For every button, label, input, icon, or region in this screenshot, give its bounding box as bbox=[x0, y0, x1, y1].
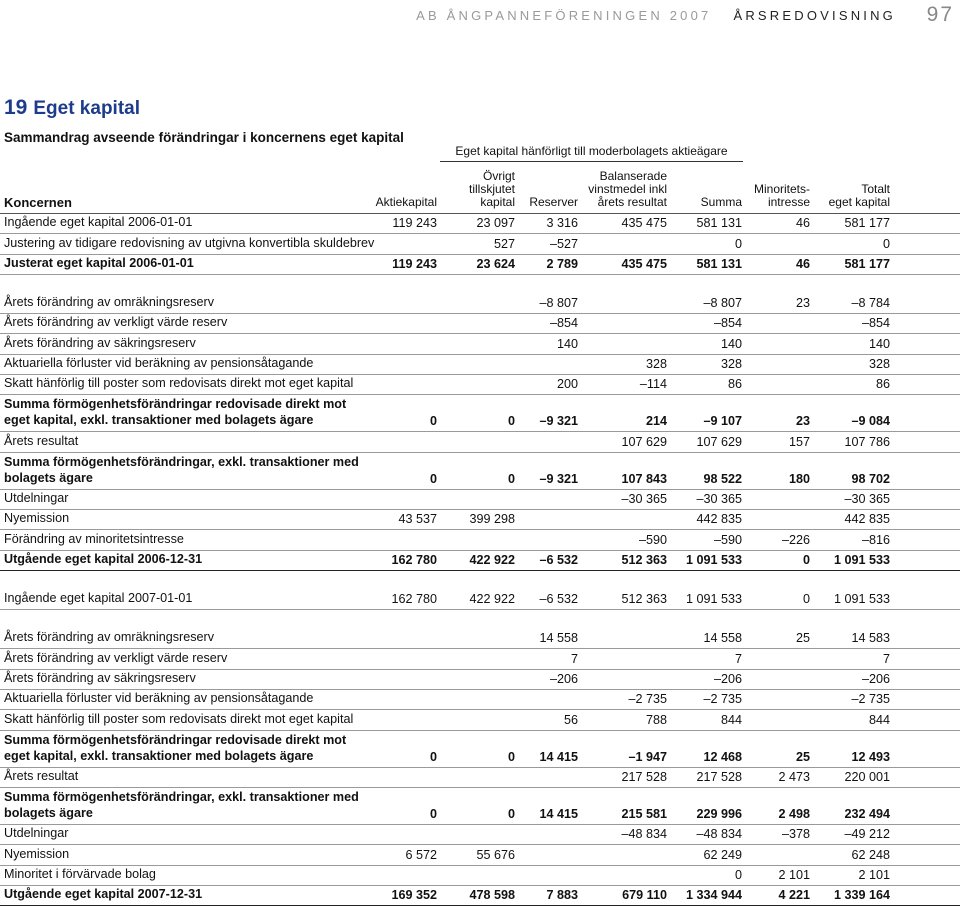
table-row bbox=[0, 294, 960, 314]
cell-summa: 1 334 944 bbox=[685, 888, 742, 903]
cell-reserver: –206 bbox=[549, 672, 578, 687]
cell-summa: –30 365 bbox=[696, 491, 742, 506]
cell-balanserade-vinstmedel: 512 363 bbox=[621, 552, 667, 567]
cell-aktiekapital: 162 780 bbox=[391, 552, 437, 567]
cell-reserver: 7 bbox=[570, 651, 578, 666]
row-label: Ingående eget kapital 2006-01-01 bbox=[4, 215, 193, 230]
cell-reserver: 140 bbox=[556, 336, 578, 351]
cell-summa: 0 bbox=[734, 867, 742, 882]
note-heading bbox=[4, 96, 140, 120]
row-label: Årets förändring av omräkningsreserv bbox=[4, 630, 214, 645]
cell-totalt-eget-kapital: 0 bbox=[882, 236, 890, 251]
note-number: 19 bbox=[4, 96, 28, 119]
cell-reserver: –9 321 bbox=[539, 414, 578, 429]
cell-totalt-eget-kapital: –2 735 bbox=[851, 692, 890, 707]
cell-totalt-eget-kapital: 1 091 533 bbox=[833, 592, 890, 607]
row-label: Nyemission bbox=[4, 846, 70, 861]
cell-totalt-eget-kapital: –8 784 bbox=[851, 296, 890, 311]
table-row bbox=[0, 214, 960, 234]
table-row bbox=[0, 395, 960, 432]
cell-balanserade-vinstmedel: 435 475 bbox=[621, 256, 667, 271]
row-label: Årets förändring av säkringsreserv bbox=[4, 671, 196, 686]
cell-totalt-eget-kapital: –816 bbox=[861, 532, 890, 547]
cell-ovrigt-tillskjutet-kapital: 527 bbox=[493, 236, 515, 251]
cell-summa: 1 091 533 bbox=[685, 592, 742, 607]
page-number: 97 bbox=[926, 3, 954, 26]
row-label: Aktuariella förluster vid beräkning av pensionsåtagande bbox=[4, 356, 314, 371]
cell-minoritetsintresse: 25 bbox=[795, 631, 810, 646]
cell-totalt-eget-kapital: 107 786 bbox=[844, 434, 890, 449]
cell-summa: 98 522 bbox=[703, 471, 742, 486]
row-label: Summa förmögenhetsförändringar redovisade direkt mot eget kapital, exkl. transaktioner med bolagets ägare bbox=[4, 732, 347, 763]
cell-reserver: 56 bbox=[563, 712, 578, 727]
cell-summa: –48 834 bbox=[696, 827, 742, 842]
cell-balanserade-vinstmedel: 328 bbox=[645, 357, 667, 372]
cell-reserver: 2 789 bbox=[546, 256, 578, 271]
header-reserver: Reserver bbox=[529, 195, 578, 209]
cell-aktiekapital: 119 243 bbox=[392, 256, 437, 271]
cell-totalt-eget-kapital: 1 339 164 bbox=[833, 888, 890, 903]
cell-ovrigt-tillskjutet-kapital: 55 676 bbox=[476, 847, 515, 862]
row-label: Ingående eget kapital 2007-01-01 bbox=[4, 591, 193, 606]
header-ovrigt-tillskjutet-kapital: Övrigt tillskjutet kapital bbox=[468, 169, 515, 209]
row-label: Årets förändring av omräkningsreserv bbox=[4, 295, 214, 310]
row-label: Årets förändring av verkligt värde reserv bbox=[4, 650, 228, 665]
row-label: Utdelningar bbox=[4, 826, 69, 841]
row-label: Summa förmögenhetsförändringar, exkl. transaktioner med bolagets ägare bbox=[4, 789, 359, 820]
cell-summa: 12 468 bbox=[703, 749, 742, 764]
cell-minoritetsintresse: 180 bbox=[788, 471, 810, 486]
cell-aktiekapital: 162 780 bbox=[391, 592, 437, 607]
cell-totalt-eget-kapital: 581 177 bbox=[844, 256, 890, 271]
cell-balanserade-vinstmedel: 215 581 bbox=[621, 806, 667, 821]
cell-aktiekapital: 0 bbox=[429, 414, 437, 429]
cell-summa: –854 bbox=[713, 316, 742, 331]
cell-reserver: –527 bbox=[549, 236, 578, 251]
cell-aktiekapital: 6 572 bbox=[405, 847, 437, 862]
row-label: Minoritet i förvärvade bolag bbox=[4, 866, 156, 881]
cell-aktiekapital: 119 243 bbox=[392, 216, 437, 231]
cell-summa: 86 bbox=[727, 377, 742, 392]
cell-reserver: –8 807 bbox=[539, 296, 578, 311]
cell-summa: 62 249 bbox=[703, 847, 742, 862]
cell-totalt-eget-kapital: –854 bbox=[861, 316, 890, 331]
cell-totalt-eget-kapital: 86 bbox=[875, 377, 890, 392]
cell-totalt-eget-kapital: 1 091 533 bbox=[833, 552, 890, 567]
cell-balanserade-vinstmedel: 217 528 bbox=[621, 769, 667, 784]
table-row bbox=[0, 334, 960, 354]
table-row bbox=[0, 629, 960, 649]
cell-minoritetsintresse: 23 bbox=[795, 414, 810, 429]
cell-totalt-eget-kapital: 98 702 bbox=[851, 471, 890, 486]
cell-minoritetsintresse: 2 473 bbox=[778, 769, 810, 784]
table-row bbox=[0, 768, 960, 788]
cell-summa: 140 bbox=[720, 336, 742, 351]
cell-minoritetsintresse: 0 bbox=[802, 592, 810, 607]
table-body bbox=[0, 214, 960, 906]
cell-summa: –2 735 bbox=[703, 692, 742, 707]
table-row bbox=[0, 432, 960, 452]
cell-totalt-eget-kapital: –49 212 bbox=[844, 827, 890, 842]
cell-minoritetsintresse: 157 bbox=[788, 434, 810, 449]
cell-ovrigt-tillskjutet-kapital: 399 298 bbox=[469, 512, 515, 527]
note-title: Eget kapital bbox=[33, 98, 141, 119]
cell-balanserade-vinstmedel: –114 bbox=[639, 377, 667, 392]
cell-summa: 328 bbox=[720, 357, 742, 372]
cell-summa: –8 807 bbox=[703, 296, 742, 311]
cell-ovrigt-tillskjutet-kapital: 0 bbox=[507, 749, 515, 764]
header-balanserade-vinstmedel: Balanserade vinstmedel inkl årets resultat bbox=[588, 169, 667, 209]
row-label: Årets resultat bbox=[4, 768, 79, 783]
row-label: Summa förmögenhetsförändringar, exkl. transaktioner med bolagets ägare bbox=[4, 454, 359, 485]
table-row bbox=[0, 530, 960, 550]
row-label: Utgående eget kapital 2006-12-31 bbox=[4, 551, 203, 566]
row-label: Nyemission bbox=[4, 511, 70, 526]
cell-reserver: 7 883 bbox=[546, 888, 578, 903]
cell-totalt-eget-kapital: 14 583 bbox=[851, 631, 890, 646]
cell-totalt-eget-kapital: 2 101 bbox=[858, 867, 890, 882]
cell-ovrigt-tillskjutet-kapital: 0 bbox=[507, 471, 515, 486]
cell-summa: 1 091 533 bbox=[685, 552, 742, 567]
table-row bbox=[0, 234, 960, 254]
row-label: Skatt hänförlig till poster som redovisats direkt mot eget kapital bbox=[4, 376, 354, 391]
cell-balanserade-vinstmedel: 107 843 bbox=[621, 471, 667, 486]
cell-balanserade-vinstmedel: 679 110 bbox=[622, 888, 667, 903]
table-row bbox=[0, 845, 960, 865]
table-row bbox=[0, 670, 960, 690]
running-header-text bbox=[416, 8, 896, 23]
cell-summa: 442 835 bbox=[696, 512, 742, 527]
cell-minoritetsintresse: –378 bbox=[781, 827, 810, 842]
table-row bbox=[0, 375, 960, 395]
running-header bbox=[0, 3, 960, 28]
table-row bbox=[0, 731, 960, 768]
table-row bbox=[0, 255, 960, 275]
cell-summa: –9 107 bbox=[703, 414, 742, 429]
cell-balanserade-vinstmedel: –48 834 bbox=[621, 827, 667, 842]
table-header-row bbox=[0, 166, 960, 214]
equity-changes-table bbox=[0, 166, 960, 906]
table-row bbox=[0, 355, 960, 375]
table-row bbox=[0, 649, 960, 669]
cell-balanserade-vinstmedel: 512 363 bbox=[621, 592, 667, 607]
cell-reserver: 14 415 bbox=[539, 749, 578, 764]
table-row bbox=[0, 788, 960, 825]
cell-balanserade-vinstmedel: 214 bbox=[645, 414, 667, 429]
cell-totalt-eget-kapital: –30 365 bbox=[844, 491, 890, 506]
row-label: Årets förändring av säkringsreserv bbox=[4, 335, 196, 350]
cell-aktiekapital: 0 bbox=[429, 806, 437, 821]
header-aktiekapital: Aktiekapital bbox=[375, 195, 437, 209]
cell-totalt-eget-kapital: 328 bbox=[868, 357, 890, 372]
cell-ovrigt-tillskjutet-kapital: 478 598 bbox=[469, 888, 515, 903]
table-row bbox=[0, 453, 960, 490]
table-spacer bbox=[0, 610, 960, 629]
cell-summa: 229 996 bbox=[696, 806, 742, 821]
table-row bbox=[0, 690, 960, 710]
cell-balanserade-vinstmedel: –30 365 bbox=[621, 491, 667, 506]
note-subtitle: Sammandrag avseende förändringar i koncernens eget kapital bbox=[4, 130, 404, 145]
table-row bbox=[0, 866, 960, 886]
cell-minoritetsintresse: 0 bbox=[802, 552, 810, 567]
cell-ovrigt-tillskjutet-kapital: 0 bbox=[507, 806, 515, 821]
table-row bbox=[0, 710, 960, 730]
table-spacer bbox=[0, 571, 960, 590]
table-row bbox=[0, 551, 960, 571]
cell-reserver: 14 558 bbox=[539, 631, 578, 646]
cell-balanserade-vinstmedel: –1 947 bbox=[628, 749, 667, 764]
cell-minoritetsintresse: 46 bbox=[795, 256, 810, 271]
cell-balanserade-vinstmedel: –2 735 bbox=[628, 692, 667, 707]
cell-ovrigt-tillskjutet-kapital: 422 922 bbox=[469, 552, 515, 567]
cell-reserver: –854 bbox=[549, 316, 578, 331]
table-row bbox=[0, 490, 960, 510]
header-summa: Summa bbox=[700, 195, 742, 209]
row-label: Summa förmögenhetsförändringar redovisade direkt mot eget kapital, exkl. transaktioner med bolagets ägare bbox=[4, 397, 347, 428]
table-row bbox=[0, 590, 960, 610]
table-row bbox=[0, 886, 960, 906]
cell-summa: –206 bbox=[713, 672, 742, 687]
cell-totalt-eget-kapital: 140 bbox=[868, 336, 890, 351]
column-group-header: Eget kapital hänförligt till moderbolagets aktieägare bbox=[455, 144, 728, 158]
cell-balanserade-vinstmedel: 435 475 bbox=[621, 216, 667, 231]
cell-totalt-eget-kapital: –9 084 bbox=[851, 414, 890, 429]
cell-minoritetsintresse: 2 498 bbox=[778, 806, 810, 821]
cell-summa: 581 131 bbox=[696, 256, 742, 271]
cell-summa: 107 629 bbox=[696, 434, 742, 449]
cell-minoritetsintresse: 46 bbox=[795, 216, 810, 231]
table-spacer bbox=[0, 275, 960, 294]
row-label: Justerat eget kapital 2006-01-01 bbox=[4, 255, 194, 270]
table-row bbox=[0, 314, 960, 334]
cell-totalt-eget-kapital: 232 494 bbox=[844, 806, 890, 821]
cell-aktiekapital: 169 352 bbox=[391, 888, 437, 903]
org-name: AB ÅNGPANNEFÖRENINGEN 2007 bbox=[416, 8, 712, 23]
cell-minoritetsintresse: 25 bbox=[795, 749, 810, 764]
cell-aktiekapital: 0 bbox=[429, 471, 437, 486]
cell-summa: –590 bbox=[713, 532, 742, 547]
cell-minoritetsintresse: 2 101 bbox=[778, 867, 810, 882]
cell-totalt-eget-kapital: 581 177 bbox=[844, 216, 890, 231]
cell-totalt-eget-kapital: 220 001 bbox=[844, 769, 890, 784]
row-label: Utgående eget kapital 2007-12-31 bbox=[4, 887, 203, 902]
cell-totalt-eget-kapital: 844 bbox=[868, 712, 890, 727]
header-minoritetsintresse: Minoritets- intresse bbox=[753, 182, 810, 209]
cell-totalt-eget-kapital: –206 bbox=[861, 672, 890, 687]
cell-minoritetsintresse: –226 bbox=[781, 532, 810, 547]
cell-totalt-eget-kapital: 442 835 bbox=[844, 512, 890, 527]
cell-summa: 14 558 bbox=[703, 631, 742, 646]
row-label: Aktuariella förluster vid beräkning av pensionsåtagande bbox=[4, 691, 314, 706]
cell-totalt-eget-kapital: 12 493 bbox=[851, 749, 890, 764]
header-totalt-eget-kapital: Totalt eget kapital bbox=[828, 182, 890, 209]
row-label: Utdelningar bbox=[4, 490, 69, 505]
row-label: Årets förändring av verkligt värde reserv bbox=[4, 315, 228, 330]
cell-summa: 581 131 bbox=[696, 216, 742, 231]
cell-reserver: 200 bbox=[556, 377, 578, 392]
row-label: Skatt hänförlig till poster som redovisats direkt mot eget kapital bbox=[4, 711, 354, 726]
cell-totalt-eget-kapital: 7 bbox=[882, 651, 890, 666]
cell-reserver: –6 532 bbox=[539, 592, 578, 607]
cell-balanserade-vinstmedel: –590 bbox=[638, 532, 667, 547]
table-row bbox=[0, 825, 960, 845]
cell-ovrigt-tillskjutet-kapital: 0 bbox=[507, 414, 515, 429]
cell-summa: 844 bbox=[720, 712, 742, 727]
cell-summa: 217 528 bbox=[696, 769, 742, 784]
cell-totalt-eget-kapital: 62 248 bbox=[851, 847, 890, 862]
header-koncernen: Koncernen bbox=[4, 195, 72, 210]
row-label: Förändring av minoritetsintresse bbox=[4, 531, 184, 546]
column-group-rule bbox=[440, 161, 743, 162]
section-name: ÅRSREDOVISNING bbox=[733, 8, 896, 23]
cell-aktiekapital: 0 bbox=[429, 749, 437, 764]
row-label: Justering av tidigare redovisning av utgivna konvertibla skuldebrev bbox=[4, 235, 375, 250]
table-row bbox=[0, 510, 960, 530]
row-label: Årets resultat bbox=[4, 433, 79, 448]
cell-ovrigt-tillskjutet-kapital: 422 922 bbox=[469, 592, 515, 607]
cell-minoritetsintresse: 4 221 bbox=[778, 888, 810, 903]
cell-ovrigt-tillskjutet-kapital: 23 624 bbox=[476, 256, 515, 271]
cell-minoritetsintresse: 23 bbox=[795, 296, 810, 311]
cell-summa: 0 bbox=[734, 236, 742, 251]
cell-reserver: –6 532 bbox=[539, 552, 578, 567]
cell-aktiekapital: 43 537 bbox=[398, 512, 437, 527]
cell-summa: 7 bbox=[734, 651, 742, 666]
cell-balanserade-vinstmedel: 107 629 bbox=[621, 434, 667, 449]
cell-reserver: 3 316 bbox=[546, 216, 578, 231]
cell-ovrigt-tillskjutet-kapital: 23 097 bbox=[476, 216, 515, 231]
cell-balanserade-vinstmedel: 788 bbox=[645, 712, 667, 727]
cell-reserver: 14 415 bbox=[539, 806, 578, 821]
cell-reserver: –9 321 bbox=[539, 471, 578, 486]
